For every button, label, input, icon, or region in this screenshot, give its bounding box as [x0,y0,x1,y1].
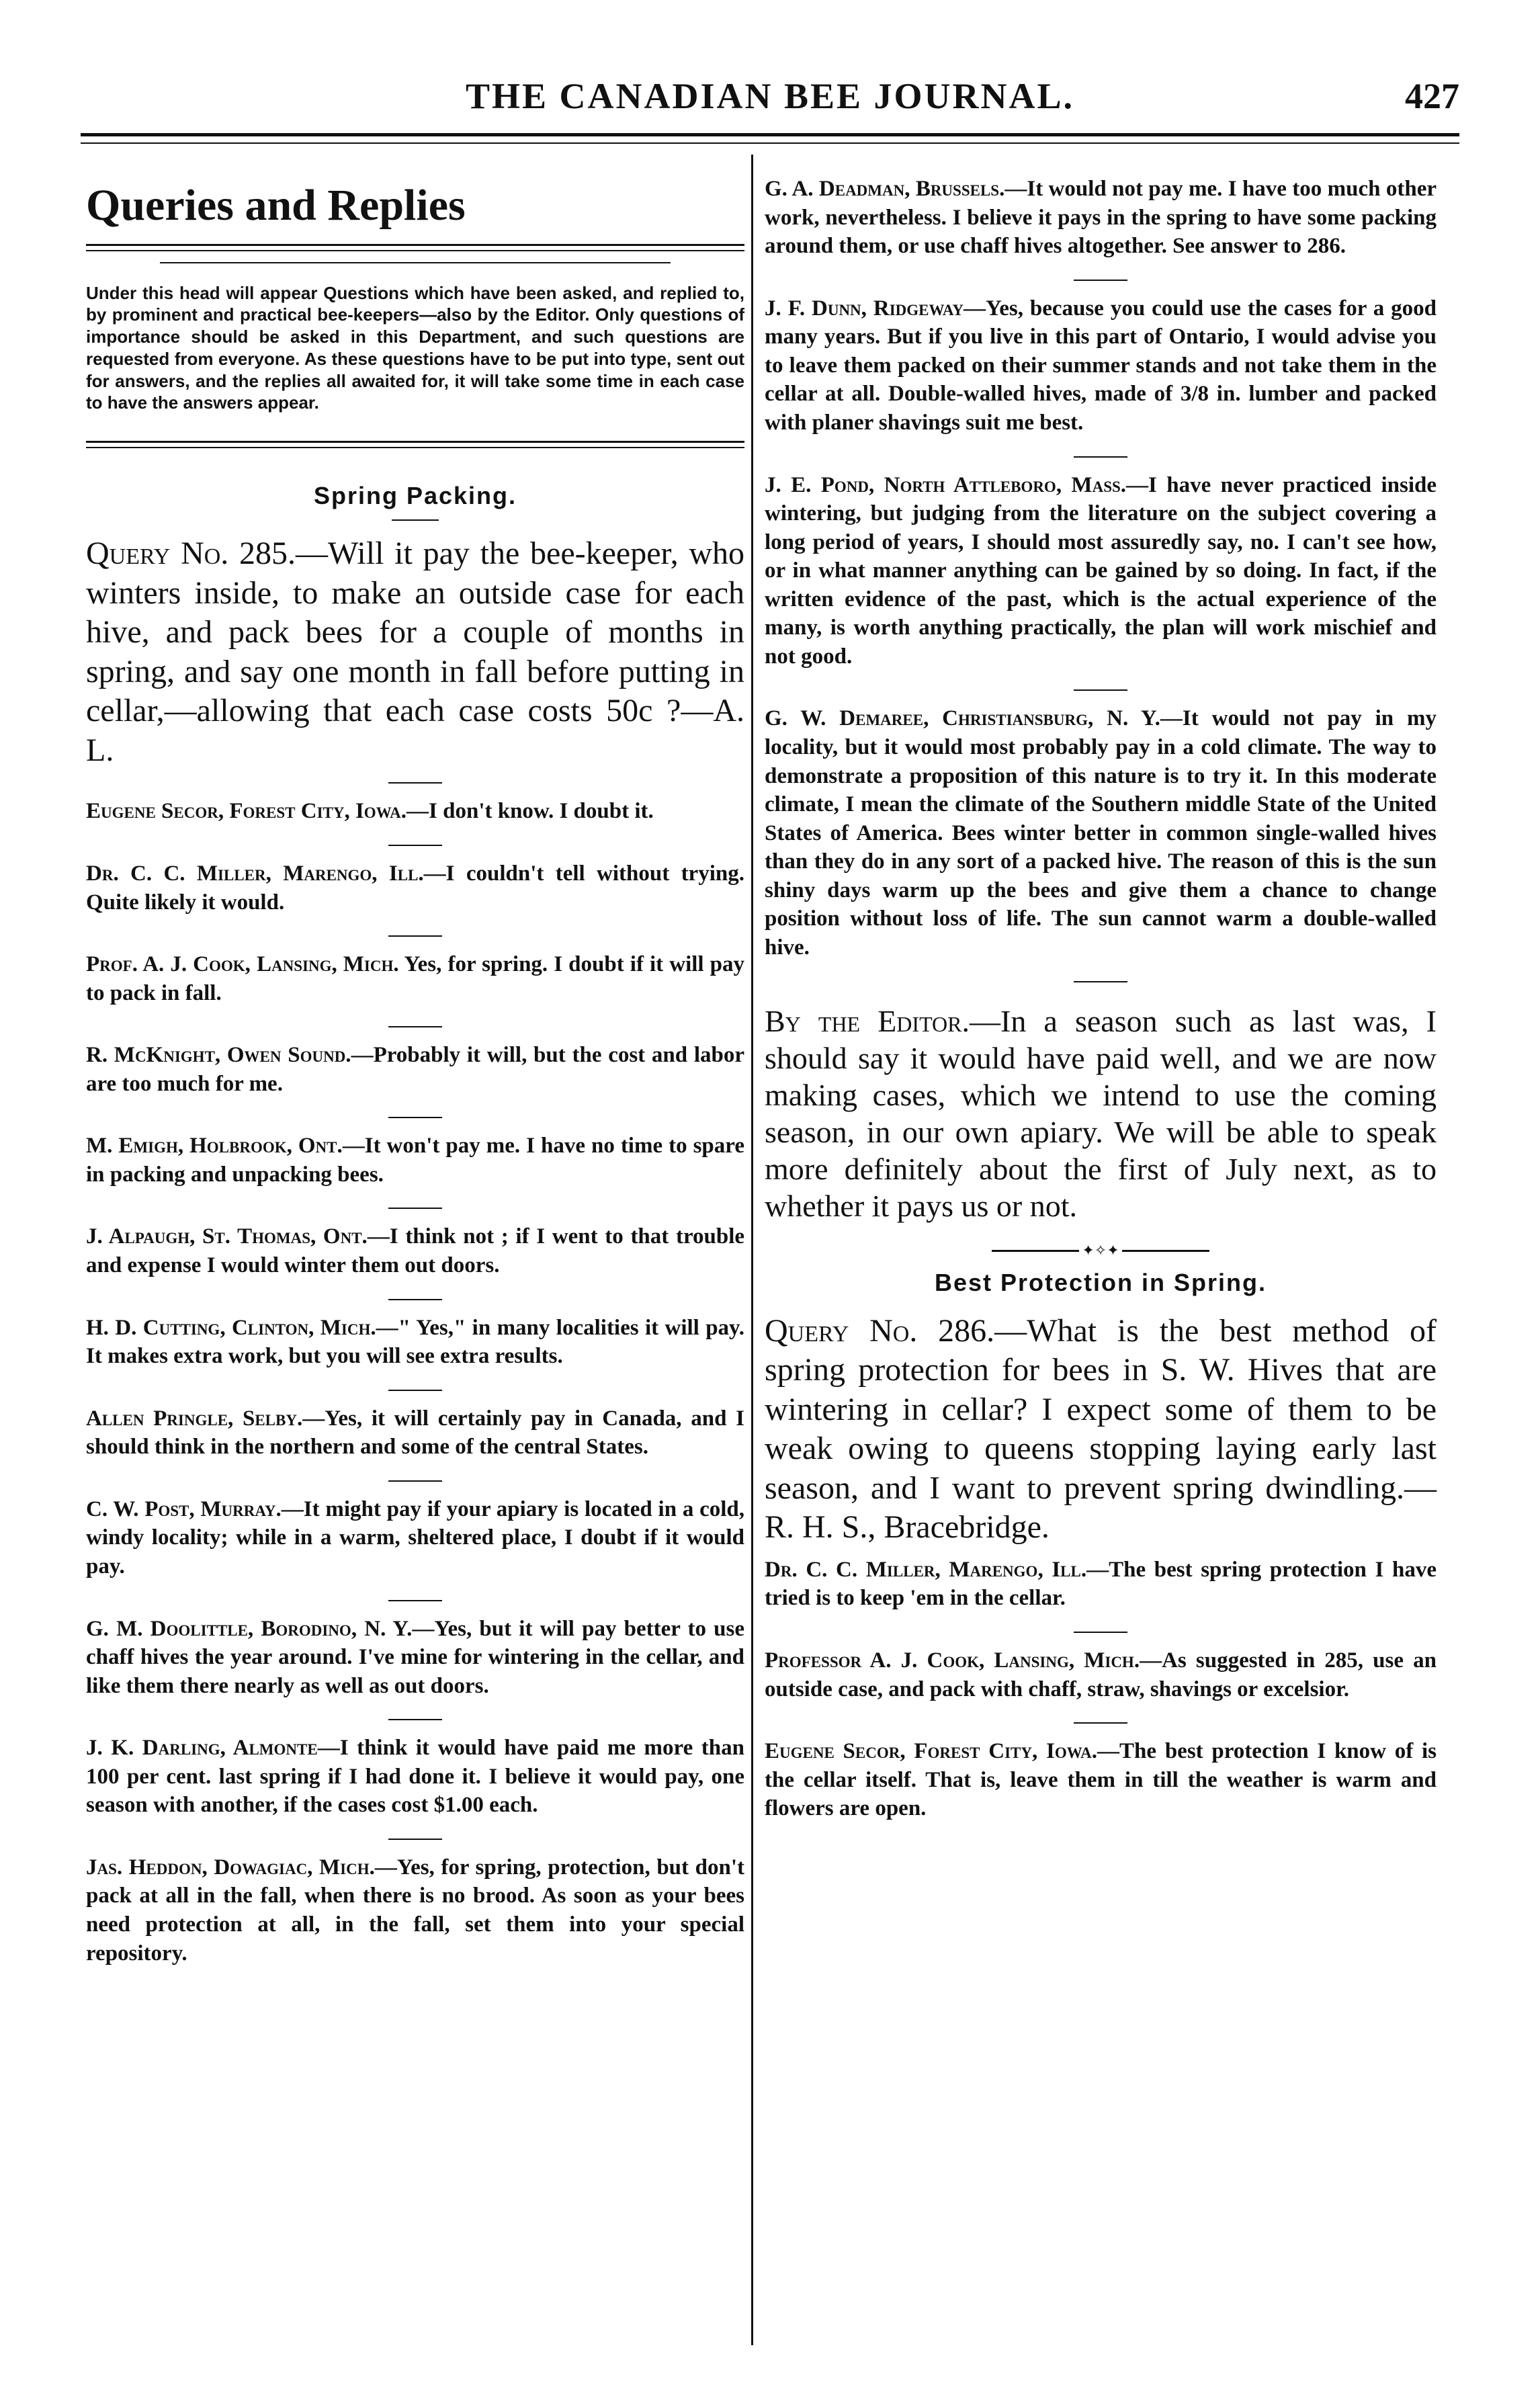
reply-author: Jas. Heddon, Dowagiac, Mich. [86,1855,375,1880]
reply-author: Dr. C. C. Miller, Marengo, Ill. [86,861,424,886]
separator [388,1026,442,1027]
separator [1074,456,1127,458]
reply [765,1737,1437,1823]
reply-text: —" Yes," in many localities it will pay. It makes extra work, but you will see extra results. [86,1315,744,1369]
reply-text: —I think not ; if I went to that trouble and expense I would winter them out doors. [86,1224,745,1277]
reply [765,471,1437,671]
reply-author: Allen Pringle, Selby. [86,1406,303,1431]
reply [86,1734,744,1820]
heading-rule [86,244,744,251]
ornament-line [992,1250,1079,1252]
right-column [765,155,1437,1823]
subhead-spring-packing: Spring Packing. [313,482,517,510]
separator [1074,1632,1127,1633]
reply-author: C. W. Post, Murray. [86,1496,282,1521]
reply-text: —I think it would have paid me more than 100 per cent. last spring if I had done it. I believe it would pay, one season with another, if the cases cost $1.00 each. [86,1736,744,1818]
page-number: 427 [1405,76,1459,116]
reply-author: J. F. Dunn, Ridgeway [765,296,964,321]
reply-text: —Yes, because you could use the cases for a good many years. But if you live in this part of Ontario, I would advise you to leave them packed on their summer stands and not take them in the cellar at all. Double-walled hives, made of 3/8 in. lumber and packed with planer shavings suit me best. [765,296,1437,435]
reply-text: —It might pay if your apiary is located in a cold, windy locality; while in a warm, sheltered place, I doubt if it would pay. [86,1496,744,1578]
separator [1074,689,1127,691]
separator [388,1208,442,1209]
reply-text: —I couldn't tell without trying. Quite likely it would. [86,861,744,915]
reply-author: H. D. Cutting, Clinton, Mich. [86,1315,376,1340]
reply-text: Yes, for spring. I doubt if it will pay to pack in fall. [86,952,744,1005]
column-divider [751,155,753,2345]
reply-text: —I don't know. I doubt it. [407,799,654,824]
editor-label: By the Editor. [765,1003,970,1038]
page-header [81,67,1459,134]
reply-text: —Yes, for spring, protection, but don't pack at all in the fall, when there is no brood. As soon as your bees need protection at all, in the fall, set them into your special repository. [86,1855,744,1966]
ornament-line [1122,1250,1209,1252]
reply [86,1132,744,1189]
reply [765,1646,1437,1703]
reply-author: Professor A. J. Cook, Lansing, Mich. [765,1648,1140,1673]
reply-text: —As suggested in 285, use an outside case, and pack with chaff, straw, shavings or excelsior. [765,1648,1437,1701]
separator [388,1600,442,1601]
separator [388,782,442,784]
ornament-icon: ✦✧✦ [1082,1242,1119,1259]
reply-author: Dr. C. C. Miller, Marengo, Ill. [765,1557,1087,1582]
reply-author: J. E. Pond, North Attleboro, Mass. [765,472,1127,497]
separator [388,1480,442,1482]
separator [388,1390,442,1391]
reply-text: —Probably it will, but the cost and labor are too much for me. [86,1043,744,1096]
reply [86,1615,744,1701]
reply [86,1495,744,1581]
reply-author: R. McKnight, Owen Sound. [86,1043,351,1068]
reply-author: Eugene Secor, Forest City, Iowa. [86,799,407,824]
reply-text: —I have never practiced inside wintering, but judging from the literature on the subject covering a long period of years, I should most assuredly say, no. I can't see how, or in what manner anything can be gained by so doing. In fact, if the written evidence of the past, which is the actual experience of the many, is worth anything practically, the plan will work mischief and not good. [765,472,1437,669]
separator [1074,280,1127,281]
reply-author: M. Emigh, Holbrook, Ont. [86,1134,343,1158]
reply [765,175,1437,261]
left-column [86,155,744,1968]
separator [388,1117,442,1118]
reply-text: —It won't pay me. I have no time to spare in packing and unpacking bees. [86,1134,744,1187]
reply-text: —Yes, but it will pay better to use chaff hives the year around. I've mine for wintering in the cellar, and like them there nearly as well as out doors. [86,1616,745,1698]
query-label: Query No. 285. [86,536,296,572]
separator [1074,981,1127,982]
reply [765,704,1437,962]
reply-author: G. M. Doolittle, Borodino, N. Y. [86,1616,413,1641]
reply-text: —It would not pay in my locality, but it would most probably pay in a cold climate. The way to demonstrate a proposition of this nature is to try it. In this moderate climate, I mean the climate of the Southern middle State of the United States of America. Bees winter better in common single-walled hives than they do in any sort of a packed hive. The reason of this is the sun shiny days warm up the bees and give them a chance to change position without loss of life. The sun cannot warm a double-walled hive. [765,706,1437,960]
reply-text: —It would not pay me. I have too much other work, nevertheless. I believe it pays in the spring to have some packing around them, or use chaff hives altogether. See answer to 286. [765,177,1437,259]
intro-rule [86,441,744,448]
reply [86,1041,744,1098]
reply [765,1556,1437,1613]
reply [86,1222,744,1279]
reply-author: J. Alpaugh, St. Thomas, Ont. [86,1224,368,1249]
query-286 [765,1312,1437,1548]
separator [388,1839,442,1840]
query-label: Query No. 286. [765,1312,995,1349]
editor-text: —In a season such as last was, I should say it would have paid well, and we are now making cases, which we intend to use the coming season, in our own apiary. We will be able to speak more definitely about the first of July next, as to whether it pays us or not. [765,1003,1437,1224]
subhead-dash [392,519,439,521]
editor-reply [765,1003,1437,1225]
reply-author: J. K. Darling, Almonte [86,1736,318,1761]
subhead-best-protection: Best Protection in Spring. [934,1268,1267,1296]
reply [765,294,1437,437]
reply-text: —The best protection I know of is the cellar itself. That is, leave them in till the weather is warm and flowers are open. [765,1739,1437,1821]
ornament-divider [765,1242,1437,1259]
reply [86,797,744,826]
separator [388,1299,442,1300]
reply-author: Prof. A. J. Cook, Lansing, Mich. [86,952,399,977]
reply [86,1853,744,1968]
reply [86,1404,744,1462]
reply-author: Eugene Secor, Forest City, Iowa. [765,1739,1098,1764]
header-rule [81,133,1459,136]
reply [86,1314,744,1371]
header-rule-thin [81,142,1459,144]
section-heading: Queries and Replies [86,181,466,230]
separator [388,1719,442,1720]
reply-author: G. W. Demaree, Christiansburg, N. Y. [765,706,1160,731]
reply [86,950,744,1007]
query-text: —Will it pay the bee-keeper, who winters inside, to make an outside case for each hive, and pack bees for a couple of months in spring, and say one month in fall before putting in cellar,—allowing that each case costs 50c ?—A. L. [86,536,744,768]
query-text: —What is the best method of spring protection for bees in S. W. Hives that are wintering in cellar? I expect some of them to be weak owing to queens stopping laying early last season, and I want to prevent spring dwindling.—R. H. S., Bracebridge. [765,1312,1437,1546]
reply [86,859,744,917]
separator [388,935,442,937]
separator [388,845,442,846]
query-285 [86,534,744,770]
reply-text: —Yes, it will certainly pay in Canada, and I should think in the northern and some of the central States. [86,1406,744,1460]
separator [1074,1722,1127,1724]
reply-text: —The best spring protection I have tried is to keep 'em in the cellar. [765,1557,1437,1611]
reply-author: G. A. Deadman, Brussels. [765,177,1005,201]
section-intro: Under this head will appear Questions which have been asked, and replied to, by prominent and practical bee-keepers—also by the Editor. Only questions of importance should be asked in this Department, and such questions are requested from everyone. As these questions have to be put into type, sent out for answers, and the replies all awaited for, it will take some time in each case to have the answers appear. [86,282,744,413]
heading-short-rule [160,262,671,263]
journal-title: THE CANADIAN BEE JOURNAL. [465,76,1075,116]
